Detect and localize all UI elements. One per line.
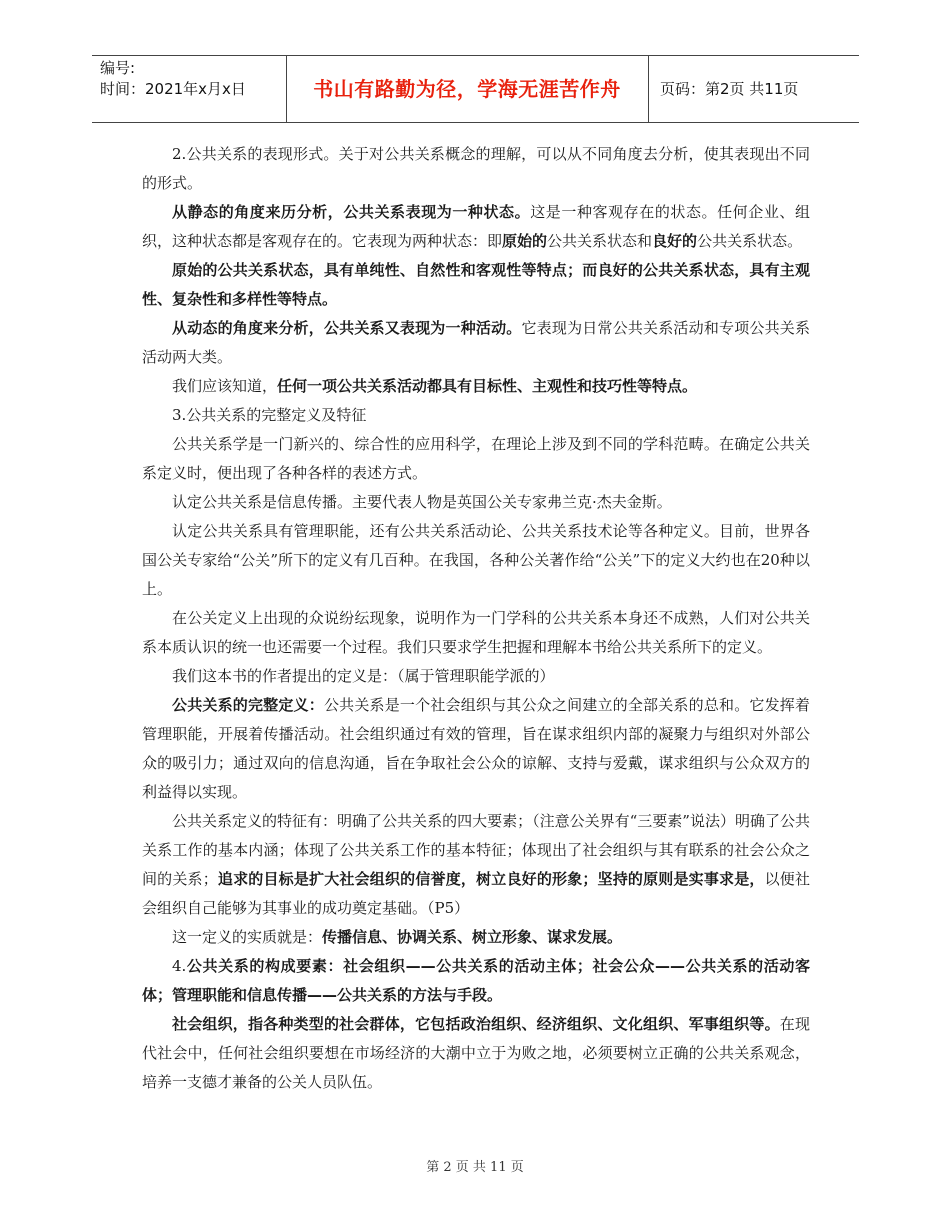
bold-text: 公共关系的构成要素：社会组织——公共关系的活动主体；社会公众——公共关系的活动客体；管理职能和信息传播——公共关系的方法与手段。	[142, 957, 810, 1004]
body-text: 我们这本书的作者提出的定义是：（属于管理职能学派的）	[172, 667, 555, 685]
bold-text: 从静态的角度来历分析，公共关系表现为一种状态。	[172, 203, 531, 221]
body-text: 公共关系状态和	[547, 232, 653, 250]
page-footer: 第 2 页 共 11 页	[426, 1160, 524, 1175]
body-text: 认定公共关系是信息传播。主要代表人物是英国公关专家弗兰克·杰夫金斯。	[172, 493, 672, 511]
paragraph	[142, 430, 810, 488]
bold-text: 从动态的角度来分析，公共关系又表现为一种活动。	[172, 319, 522, 337]
document-number-label: 编号:	[100, 59, 136, 77]
body-text: 在现代社会中，任何社会组织要想在市场经济的大潮中立于为败之地，必须要树立正确的公共关系观念，培养一支德才兼备的公关人员队伍。	[142, 1015, 810, 1091]
page-header	[92, 55, 859, 123]
body-text: 公共关系定义的特征有：明确了公共关系的四大要素；（注意公关界有“三要素”说法）明确了公共关系工作的基本内涵；体现了公共关系工作的基本特征；体现出了社会组织与其有联系的社会公众之间的关系；	[142, 812, 810, 888]
paragraph	[142, 952, 810, 1010]
body-text: 以便社会组织自己能够为其事业的成功奠定基础。（P5）	[142, 870, 810, 917]
document-body	[142, 140, 810, 1097]
bold-text: 公共关系的完整定义：	[172, 696, 324, 714]
paragraph	[142, 198, 810, 256]
header-page-info: 页码：第2页 共11页	[660, 80, 799, 98]
paragraph	[142, 140, 810, 198]
header-motto: 书山有路勤为径，学海无涯苦作舟	[313, 77, 621, 101]
body-text: 4.	[172, 957, 187, 975]
paragraph	[142, 256, 810, 314]
bold-text: 任何一项公共关系活动都具有目标性、主观性和技巧性等特点。	[277, 377, 698, 395]
header-meta	[100, 58, 290, 100]
body-text: 公共关系学是一门新兴的、综合性的应用科学，在理论上涉及到不同的学科范畴。在确定公共关系定义时，便出现了各种各样的表述方式。	[142, 435, 810, 482]
bold-text: 传播信息、协调关系、树立形象、谋求发展。	[322, 928, 623, 946]
paragraph	[142, 604, 810, 662]
body-text: 这一定义的实质就是：	[172, 928, 323, 946]
paragraph	[142, 314, 810, 372]
body-text: 在公关定义上出现的众说纷纭现象，说明作为一门学科的公共关系本身还不成熟，人们对公共关系本质认识的统一也还需要一个过程。我们只要求学生把握和理解本书给公共关系所下的定义。	[142, 609, 810, 656]
bold-text: 原始的	[502, 232, 548, 250]
paragraph	[142, 662, 810, 691]
paragraph	[142, 807, 810, 923]
header-divider-right	[648, 56, 649, 122]
paragraph	[142, 401, 810, 430]
paragraph	[142, 691, 810, 807]
paragraph	[142, 488, 810, 517]
body-text: 公共关系是一个社会组织与其公众之间建立的全部关系的总和。它发挥着管理职能，开展着传播活动。社会组织通过有效的管理，旨在谋求组织内部的凝聚力与组织对外部公众的吸引力；通过双向的信息沟通，旨在争取社会公众的谅解、支持与爱戴，谋求组织与公众双方的利益得以实现。	[142, 696, 810, 801]
body-text: 公共关系状态。	[697, 232, 803, 250]
paragraph	[142, 1010, 810, 1097]
bold-text: 追求的目标是扩大社会组织的信誉度，树立良好的形象；坚持的原则是实事求是，	[217, 870, 765, 888]
paragraph	[142, 372, 810, 401]
body-text: 3.公共关系的完整定义及特征	[172, 406, 367, 424]
bold-text: 良好的	[652, 232, 698, 250]
body-text: 2.公共关系的表现形式。关于对公共关系概念的理解，可以从不同角度去分析，使其表现出不同的形式。	[142, 145, 810, 192]
body-text: 这是一种客观存在的状态。任何企业、组织，这种状态都是客观存在的。它表现为两种状态：即	[142, 203, 810, 250]
body-text: 它表现为日常公共关系活动和专项公共关系活动两大类。	[142, 319, 810, 366]
body-text: 我们应该知道，	[172, 377, 278, 395]
paragraph	[142, 923, 810, 952]
bold-text: 原始的公共关系状态，具有单纯性、自然性和客观性等特点；而良好的公共关系状态，具有主观性、复杂性和多样性等特点。	[142, 261, 810, 308]
paragraph	[142, 517, 810, 604]
document-time-label: 时间：2021年x月x日	[100, 80, 246, 98]
bold-text: 社会组织，指各种类型的社会群体，它包括政治组织、经济组织、文化组织、军事组织等。	[172, 1015, 780, 1033]
body-text: 认定公共关系具有管理职能，还有公共关系活动论、公共关系技术论等各种定义。目前，世界各国公关专家给“公关”所下的定义有几百种。在我国，各种公关著作给“公关”下的定义大约也在20种以上。	[142, 522, 810, 598]
